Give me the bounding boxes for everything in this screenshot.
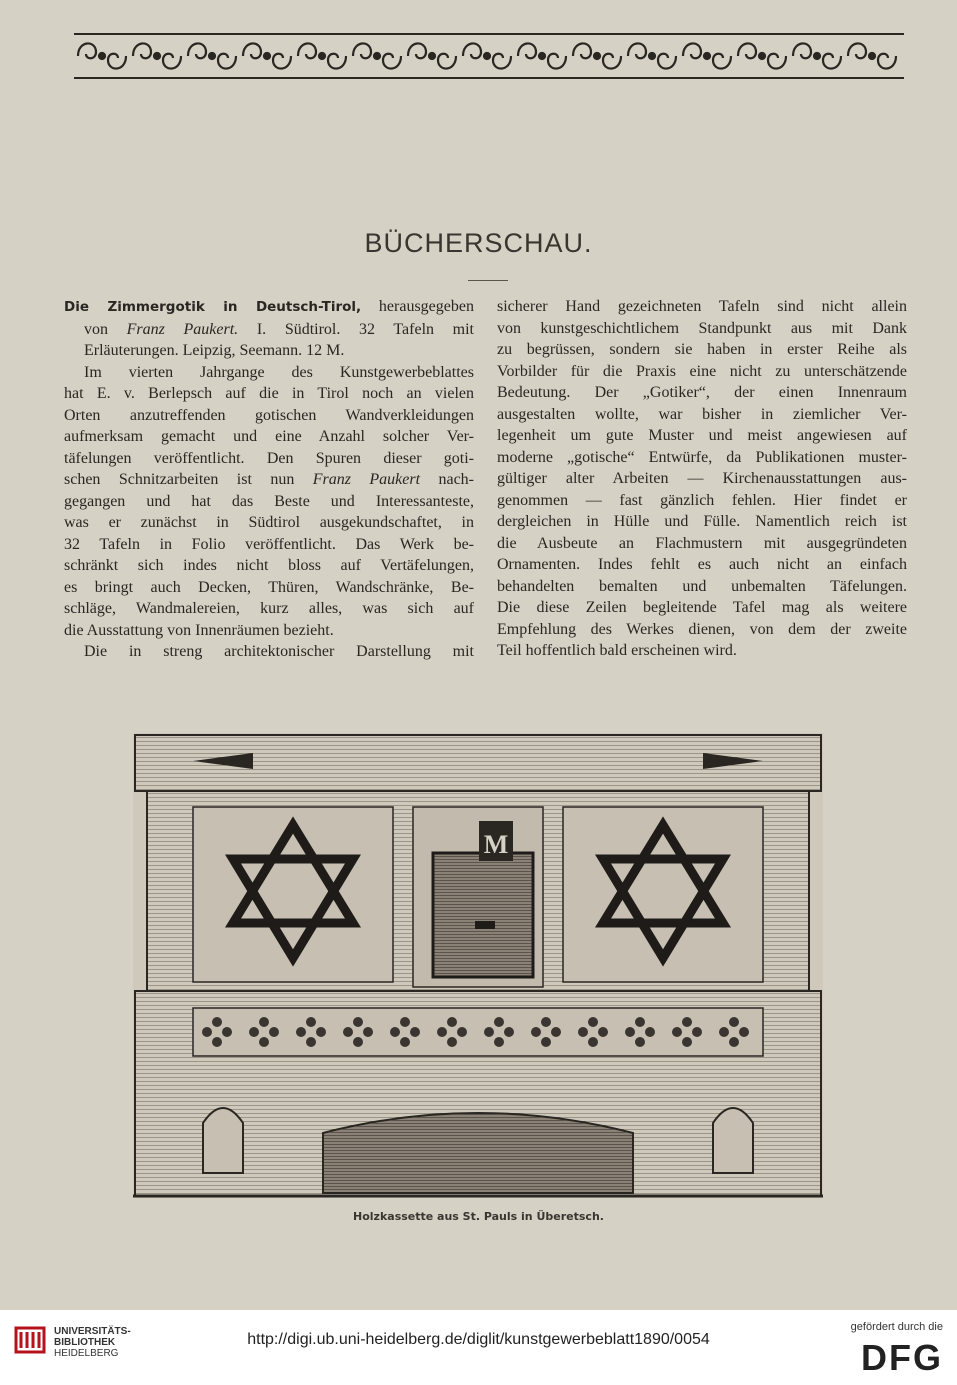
text-run: was er zunächst in Südtirol ausgekundschaftet, in (64, 514, 474, 531)
text-line: Vorbilder für die Praxis eine nicht zu unterschätzende (497, 362, 907, 380)
title-rule (468, 280, 508, 281)
keyhole (475, 921, 495, 929)
library-line-1: UNIVERSITÄTS- (54, 1326, 131, 1337)
library-line-2: BIBLIOTHEK (54, 1337, 116, 1348)
text-line (64, 620, 474, 642)
text-line (64, 362, 474, 384)
lock-monogram: M (483, 830, 509, 859)
text-line (64, 448, 474, 470)
text-line (64, 512, 474, 534)
scroll-motif (353, 43, 401, 68)
text-line (64, 534, 474, 556)
text-run: I. Südtirol. 32 Tafeln mit (238, 320, 475, 338)
text-line (64, 405, 474, 427)
text-run: hat E. v. Berlepsch auf die in Tirol noch an vielen (64, 385, 474, 402)
scroll-motif (188, 43, 236, 68)
page-title: BÜCHERSCHAU. (364, 228, 593, 258)
lock-plate (433, 853, 533, 977)
text-line (64, 641, 474, 663)
text-line: von kunstgeschichtlichem Standpunkt aus mit Dank (497, 319, 907, 337)
dfg-logo[interactable]: DFG (861, 1337, 943, 1378)
text-line (64, 598, 474, 620)
scroll-motif (298, 43, 346, 68)
library-line-3: HEIDELBERG (54, 1348, 119, 1359)
text-run: täfelungen veröffentlicht. Den Spuren dieser goti- (64, 449, 474, 467)
left-column (64, 296, 474, 663)
text-run: nach- (420, 471, 474, 488)
wooden-chest-illustration (133, 733, 823, 1198)
text-line: behandelten bemalten und unbemalten Täfelungen. (497, 577, 907, 595)
text-line (64, 383, 474, 405)
scroll-motif (78, 43, 126, 68)
text-line (64, 319, 474, 341)
text-run: es bringt auch Decken, Thüren, Wandschränke, Be- (64, 578, 474, 596)
scroll-motif (628, 43, 676, 68)
text-line: Teil hoffentlich bald erscheinen wird. (497, 642, 737, 659)
text-line: Ornamenten. Indes fehlt es auch nicht an einfach (497, 556, 907, 573)
text-line (64, 426, 474, 448)
scroll-motif (683, 43, 731, 68)
text-line (64, 340, 474, 362)
text-line: Bedeutung. Der „Gotiker“, der einen Innenraum (497, 384, 907, 401)
text-run: gegangen und hat das Beste und Interessanteste, (64, 492, 474, 510)
text-line: sicherer Hand gezeichneten Tafeln sind nicht allein (497, 298, 907, 315)
scroll-motif (518, 43, 566, 68)
text-line: ausgestalten wollte, war bisher in ziemlicher Ver- (497, 405, 907, 423)
text-line (64, 469, 474, 491)
text-line (64, 296, 474, 319)
scroll-motif (573, 43, 621, 68)
text-run: von (84, 320, 127, 338)
text-run: Franz Paukert (312, 471, 421, 488)
scroll-motif (738, 43, 786, 68)
text-run: schen Schnitzarbeiten ist nun (64, 471, 313, 488)
text-run: die Ausstattung von Innenräumen bezieht. (64, 621, 334, 639)
scroll-motif (408, 43, 456, 68)
text-line: Empfehlung des Werkes dienen, von dem der zweite (497, 620, 907, 638)
text-line (64, 491, 474, 513)
text-line (64, 555, 474, 577)
text-run: Die Zimmergotik in Deutsch-Tirol, (64, 299, 362, 315)
text-run: Im vierten Jahrgange des Kunstgewerbeblattes (84, 363, 474, 381)
text-line (64, 577, 474, 599)
permalink-url[interactable]: http://digi.ub.uni-heidelberg.de/diglit/kunstgewerbeblatt1890/0054 (247, 1331, 710, 1348)
text-run: 32 Tafeln in Folio veröffentlicht. Das Werk be- (64, 535, 474, 553)
text-run: schläge, Wandmalereien, kurz alles, was sich auf (64, 600, 474, 617)
text-line: dergleichen in Hülle und Fülle. Namentlich reich ist (497, 513, 907, 530)
text-run: Orten anzutreffenden gotischen Wandverkleidungen (64, 406, 474, 424)
funder-note: gefördert durch die (850, 1321, 943, 1333)
text-run: Die in streng architektonischer Darstellung mit (84, 643, 474, 660)
text-run: herausgegeben (361, 298, 474, 315)
decorative-header-ornament (74, 30, 904, 82)
text-run: aufmerksam gemacht und eine Anzahl solcher Ver- (64, 428, 474, 445)
text-run: Franz Paukert. (126, 320, 239, 338)
text-run: schränkt sich indes nicht bloss auf Vertäfelungen, (64, 557, 474, 574)
scroll-motif (848, 43, 896, 68)
text-line: Die diese Zeilen begleitende Tafel mag als weitere (497, 599, 907, 616)
scroll-motif (243, 43, 291, 68)
scroll-motif (793, 43, 841, 68)
text-line: genommen — fast gänzlich fehlen. Hier findet er (497, 491, 907, 509)
right-column (497, 296, 907, 662)
text-line: moderne „gotische“ Entwürfe, da Publikationen muster- (497, 448, 907, 466)
text-line: zu begrüssen, sondern sie haben in erster Reihe als (497, 341, 907, 358)
scroll-motif (133, 43, 181, 68)
figure-caption: Holzkassette aus St. Pauls in Überetsch. (353, 1210, 604, 1223)
text-line: legenheit um gute Muster und meist angewiesen auf (497, 427, 907, 444)
text-run: Erläuterungen. Leipzig, Seemann. 12 M. (84, 342, 345, 359)
text-line: gültiger alter Arbeiten — Kirchenausstattungen aus- (497, 470, 907, 487)
text-line: die Ausbeute an Flachmustern mit ausgegründeten (497, 534, 907, 552)
scroll-motif (463, 43, 511, 68)
